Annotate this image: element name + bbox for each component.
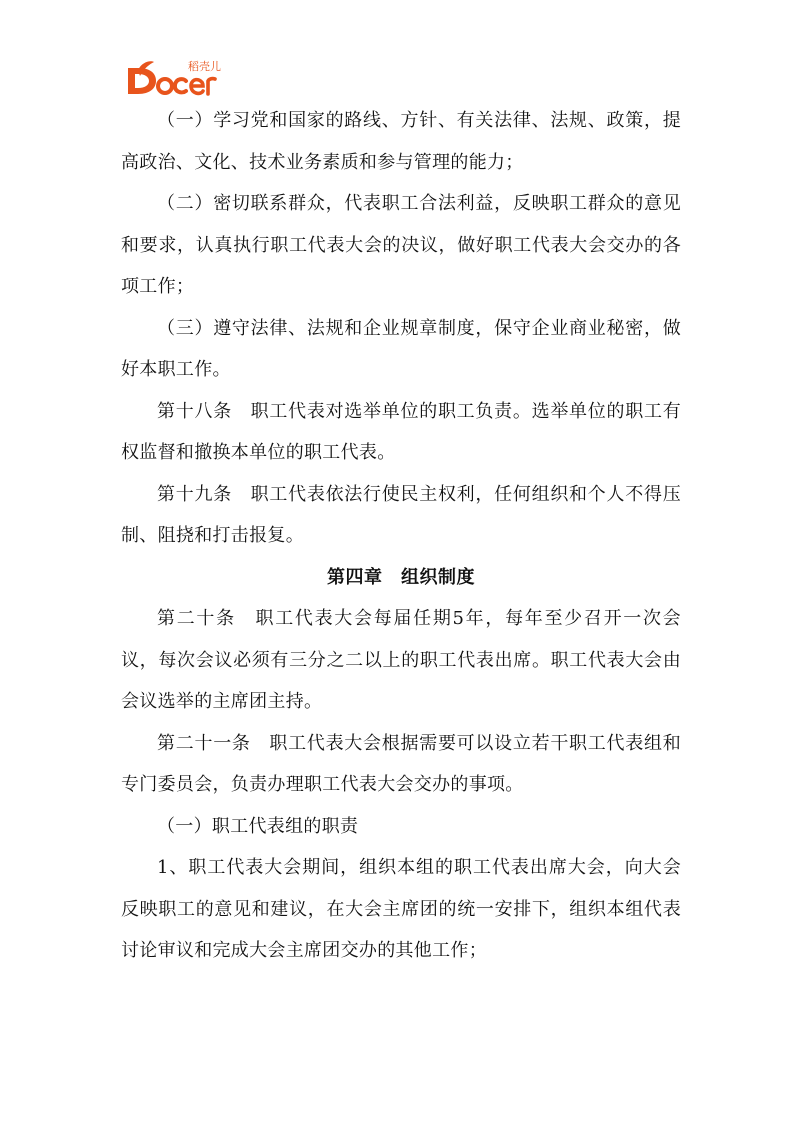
document-body: [121, 100, 681, 972]
chapter-heading: 第四章 组织制度: [327, 566, 475, 588]
svg-text:稻壳儿: 稻壳儿: [188, 60, 221, 73]
paragraph-article-18: 第十八条 职工代表对选举单位的职工负责。选举单位的职工有权监督和撤换本单位的职工代表。: [121, 400, 681, 463]
paragraph-duty-1: （一）学习党和国家的路线、方针、有关法律、法规、政策，提高政治、文化、技术业务素质和参与管理的能力；: [121, 110, 681, 173]
paragraph-group-duty-heading: （一）职工代表组的职责: [157, 815, 359, 837]
docer-logo: [124, 56, 221, 100]
docer-logo-mark: [124, 56, 221, 100]
paragraph-duty-2: （二）密切联系群众，代表职工合法利益，反映职工群众的意见和要求，认真执行职工代表大会的决议，做好职工代表大会交办的各项工作；: [121, 193, 681, 297]
paragraph-article-20: 第二十条 职工代表大会每届任期5年，每年至少召开一次会议，每次会议必须有三分之二以上的职工代表出席。职工代表大会由会议选举的主席团主持。: [121, 608, 681, 712]
paragraph-duty-3: （三）遵守法律、法规和企业规章制度，保守企业商业秘密，做好本职工作。: [121, 317, 681, 380]
paragraph-article-19: 第十九条 职工代表依法行使民主权利，任何组织和个人不得压制、阻挠和打击报复。: [121, 483, 681, 546]
paragraph-group-duty-1: 1、职工代表大会期间，组织本组的职工代表出席大会，向大会反映职工的意见和建议，在大会主席团的统一安排下，组织本组代表讨论审议和完成大会主席团交办的其他工作；: [121, 857, 681, 961]
paragraph-article-21: 第二十一条 职工代表大会根据需要可以设立若干职工代表组和专门委员会，负责办理职工代表大会交办的事项。: [121, 732, 681, 795]
